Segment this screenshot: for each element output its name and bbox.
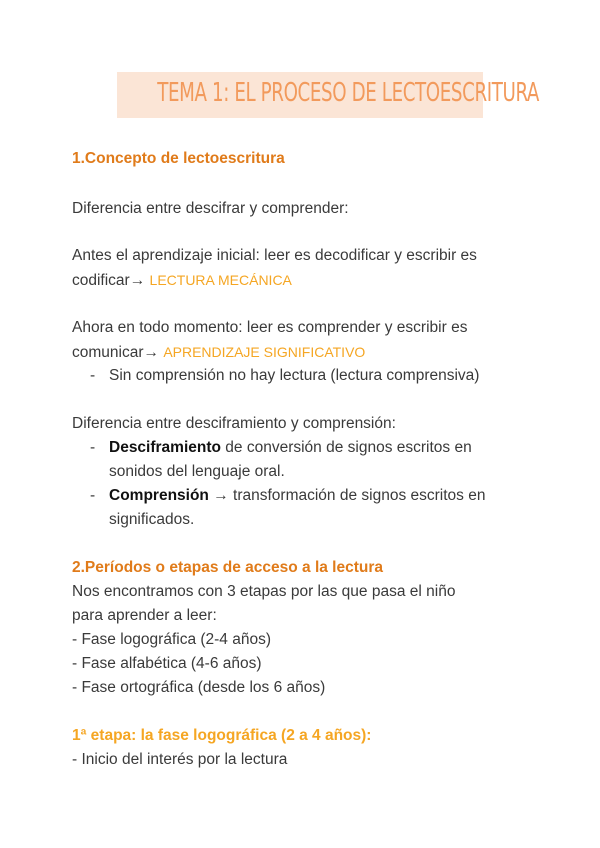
list-item: - Inicio del interés por la lectura [72,751,288,768]
section-1-heading: 1.Concepto de lectoescritura [72,150,285,167]
highlight-term: LECTURA MECÁNICA [149,272,292,288]
paragraph-text: comunicar→ [72,344,164,361]
page-title: TEMA 1: EL PROCESO DE LECTOESCRITURA [157,78,540,108]
section-3-heading: 1ª etapa: la fase logográfica (2 a 4 años): [72,727,372,744]
list-item: Sin comprensión no hay lectura (lectura comprensiva) [109,367,480,384]
paragraph: para aprender a leer: [72,607,217,624]
list-item-continuation: sonidos del lenguaje oral. [109,463,285,480]
paragraph: Nos encontramos con 3 etapas por las que pasa el niño [72,583,456,600]
list-item [109,438,472,458]
title-banner [117,72,540,118]
paragraph [72,342,365,363]
list-item [109,486,485,506]
highlight-term: APRENDIZAJE SIGNIFICATIVO [163,344,366,360]
paragraph: Antes el aprendizaje inicial: leer es decodificar y escribir es [72,247,477,264]
bullet-dash: - [90,367,96,384]
list-item-text: → transformación de signos escritos en [208,487,486,504]
list-item: - Fase logográfica (2-4 años) [72,631,272,648]
bullet-dash: - [90,439,96,456]
list-item-text: de conversión de signos escritos en [220,439,472,456]
bullet-dash: - [90,487,96,504]
list-item-continuation: significados. [109,511,195,528]
list-item: - Fase ortográfica (desde los 6 años) [72,679,326,696]
paragraph [72,270,292,291]
paragraph-text: codificar→ [72,272,150,289]
bold-term: Comprensión [109,487,209,504]
bold-term: Desciframiento [109,439,221,456]
list-item: - Fase alfabética (4-6 años) [72,655,262,672]
section-2-heading: 2.Períodos o etapas de acceso a la lectura [72,559,384,576]
paragraph: Ahora en todo momento: leer es comprender y escribir es [72,319,468,336]
paragraph: Diferencia entre desciframiento y comprensión: [72,415,396,432]
paragraph: Diferencia entre descifrar y comprender: [72,200,349,217]
